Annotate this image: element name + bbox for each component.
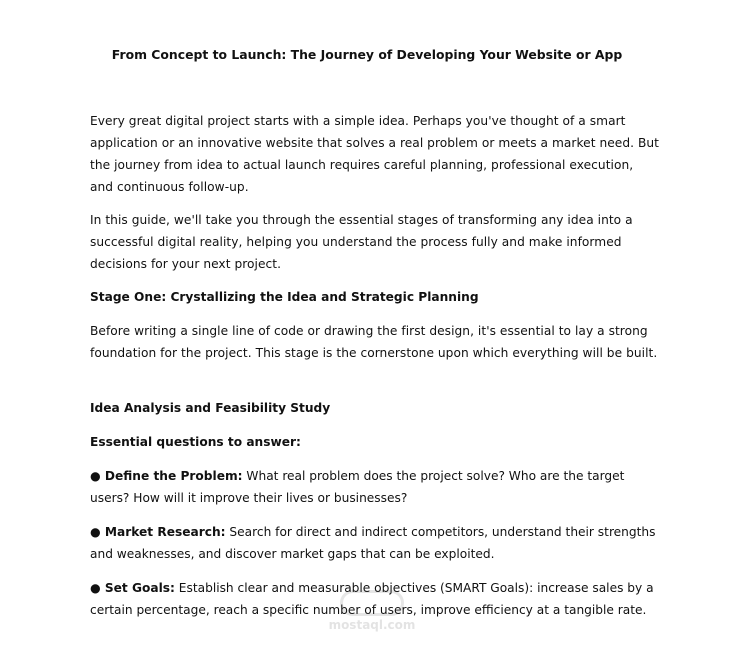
bullet-text: What real problem does the project solve? Who are the target users? How will it improve their lives or businesses? (90, 469, 625, 505)
bullet-lead: ● Market Research: (90, 525, 226, 539)
watermark-text: mostaql.com (328, 618, 416, 632)
subheading-essential-questions: Essential questions to answer: (90, 435, 301, 449)
intro-paragraph-2: In this guide, we'll take you through the essential stages of transforming any idea into a successful digital reality, helping you understand the process fully and make informed decisions for your next project. (90, 213, 633, 271)
bullet-text: Establish clear and measurable objectives (SMART Goals): increase sales by a certain percentage, reach a specific number of users, improve efficiency at a tangible rate. (90, 581, 654, 617)
bullet-market-research (90, 521, 660, 565)
bullet-define-problem (90, 465, 660, 509)
subheading-idea-analysis: Idea Analysis and Feasibility Study (90, 401, 331, 415)
intro-paragraph-1: Every great digital project starts with a simple idea. Perhaps you've thought of a smart application or an innovative website that solves a real problem or meets a market need. But the journey from idea to actual launch requires careful planning, professional execution, and continuous follow-up. (90, 114, 659, 194)
stage-one-heading: Stage One: Crystallizing the Idea and Strategic Planning (90, 290, 479, 304)
stage-one-paragraph: Before writing a single line of code or drawing the first design, it's essential to lay a strong foundation for the project. This stage is the cornerstone upon which everything will be built. (90, 324, 658, 360)
bullet-set-goals (90, 577, 660, 621)
bullet-lead: ● Set Goals: (90, 581, 175, 595)
bullet-lead: ● Define the Problem: (90, 469, 243, 483)
document-title: From Concept to Launch: The Journey of Developing Your Website or App (111, 47, 623, 62)
bullet-text: Search for direct and indirect competitors, understand their strengths and weaknesses, and discover market gaps that can be exploited. (90, 525, 656, 561)
